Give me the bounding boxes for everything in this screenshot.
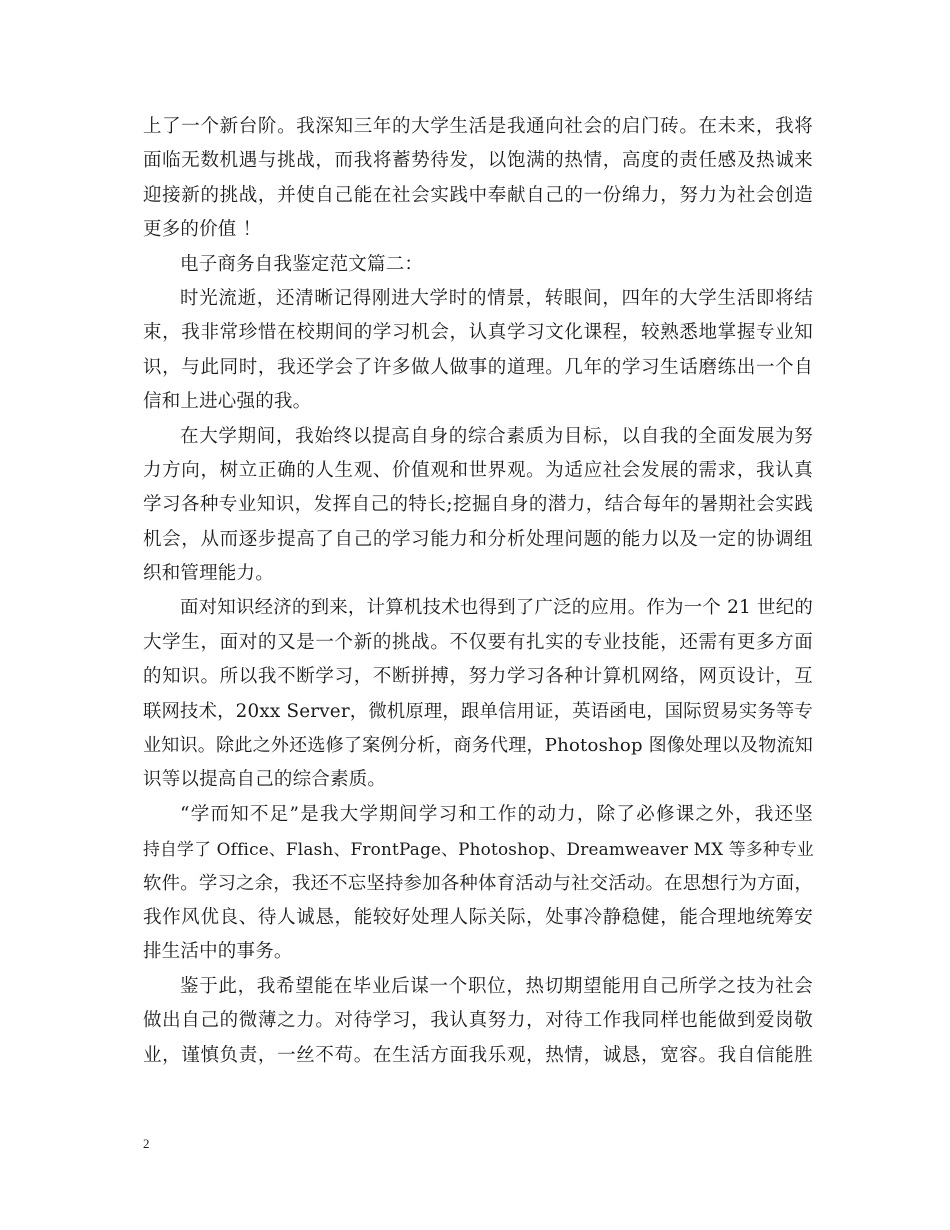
text-line: 电子商务自我鉴定范文篇二： [180, 253, 424, 275]
text-line: 识，与此同时，我还学会了许多做人做事的道理。几年的学习生话磨练出一个自 [143, 356, 813, 378]
text-line: 在大学期间，我始终以提高自身的综合素质为目标，以自我的全面发展为努 [180, 425, 813, 447]
text-line: 机会，从而逐步提高了自己的学习能力和分析处理问题的能力以及一定的协调组 [143, 528, 813, 550]
text-line: 时光流逝，还清晰记得刚进大学时的情景，转眼间，四年的大学生活即将结 [180, 287, 813, 309]
text-line: 业知识。除此之外还选修了案例分析，商务代理，Photoshop 图像处理以及物流知 [143, 735, 814, 757]
text-line: 学习各种专业知识，发挥自己的特长;挖掘自身的潜力，结合每年的暑期社会实践 [143, 494, 813, 516]
text-line: 织和管理能力。 [143, 563, 274, 585]
text-line: 持自学了 Office、Flash、FrontPage、Photoshop、Dreamweaver MX 等多种专业 [143, 839, 814, 860]
text-line: 力方向，树立正确的人生观、价值观和世界观。为适应社会发展的需求，我认真 [143, 459, 813, 481]
text-line: 做出自己的微薄之力。对待学习，我认真努力，对待工作我同样也能做到爱岗敬 [143, 1010, 813, 1032]
text-line: 软件。学习之余，我还不忘坚持参加各种体育活动与社交活动。在思想行为方面， [143, 872, 813, 894]
text-line: 大学生，面对的又是一个新的挑战。不仅要有扎实的专业技能，还需有更多方面 [143, 631, 813, 653]
text-line: 鉴于此，我希望能在毕业后谋一个职位，热切期望能用自己所学之技为社会 [180, 975, 813, 997]
text-line: 迎接新的挑战，并使自己能在社会实践中奉献自己的一份绵力，努力为社会创造 [143, 184, 813, 206]
page-number: 2 [143, 1136, 150, 1151]
text-line: 我作风优良、待人诚恳，能较好处理人际关际，处事冷静稳健，能合理地统筹安 [143, 906, 813, 928]
text-line: 上了一个新台阶。我深知三年的大学生活是我通向社会的启门砖。在未来，我将 [143, 116, 813, 137]
text-line: 信和上进心强的我。 [143, 391, 312, 413]
text-line: 识等以提高自己的综合素质。 [143, 769, 387, 791]
text-line: 面对知识经济的到来，计算机技术也得到了广泛的应用。作为一个 21 世纪的 [180, 597, 813, 619]
text-line: 联网技术，20xx Server，微机原理，跟单信用证，英语函电，国际贸易实务等专 [143, 700, 813, 722]
text-line: 束，我非常珍惜在校期间的学习机会，认真学习文化课程，较熟悉地掌握专业知 [143, 322, 813, 344]
document-body [143, 110, 813, 1073]
text-line: 面临无数机遇与挑战，而我将蓄势待发，以饱满的热情，高度的责任感及热诚来 [143, 150, 813, 172]
text-line: 的知识。所以我不断学习，不断拼搏，努力学习各种计算机网络，网页设计，互 [143, 666, 813, 688]
text-line: 更多的价值 ！ [143, 219, 262, 241]
text-line: “学而知不足”是我大学期间学习和工作的动力，除了必修课之外，我还坚 [180, 803, 813, 825]
text-line: 排生活中的事务。 [143, 941, 293, 963]
text-line: 业，谨慎负责，一丝不苟。在生活方面我乐观，热情，诚恳，宽容。我自信能胜 [143, 1044, 813, 1066]
